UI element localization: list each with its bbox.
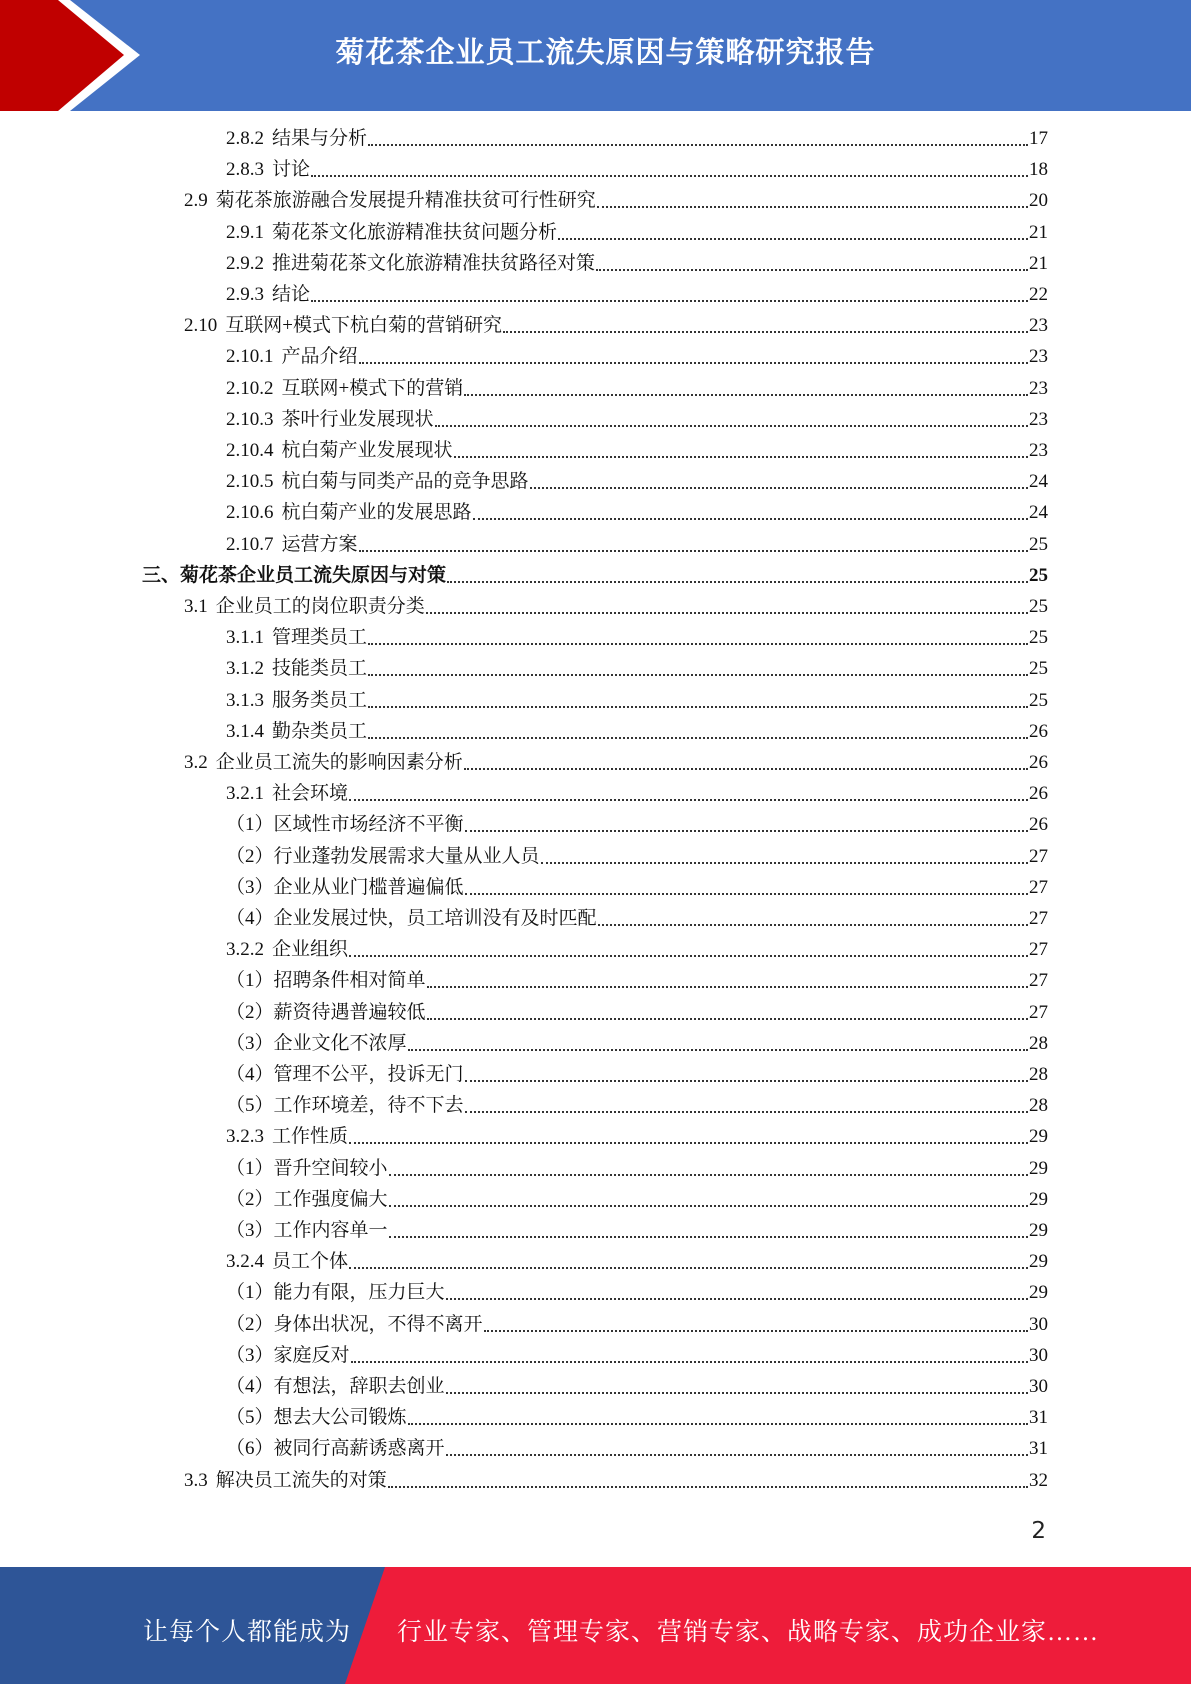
toc-leader-dots xyxy=(408,1423,1028,1425)
toc-entry[interactable] xyxy=(226,1280,1048,1306)
toc-entry[interactable] xyxy=(226,812,1048,838)
toc-entry-label xyxy=(226,1343,350,1369)
toc-leader-dots xyxy=(541,862,1028,864)
toc-entry-text: （5）工作环境差，待不下去 xyxy=(226,1095,464,1117)
toc-entry-page: 32 xyxy=(1029,1469,1048,1491)
toc-entry-page: 23 xyxy=(1029,408,1048,430)
toc-entry-label xyxy=(226,157,310,183)
toc-entry-label xyxy=(226,251,595,277)
toc-entry-page: 25 xyxy=(1029,658,1048,680)
toc-entry-text: 互联网+模式下杭白菊的营销研究 xyxy=(225,315,502,337)
toc-entry-label xyxy=(184,750,463,776)
toc-entry[interactable] xyxy=(226,251,1048,277)
toc-entry-label xyxy=(226,906,597,932)
toc-entry[interactable] xyxy=(184,313,1048,339)
toc-entry-text: （1）招聘条件相对简单 xyxy=(226,970,426,992)
toc-entry-text: 三、菊花茶企业员工流失原因与对策 xyxy=(142,564,447,586)
toc-entry-text: 运营方案 xyxy=(281,533,358,555)
page-number: 2 xyxy=(1031,1518,1046,1544)
toc-entry[interactable] xyxy=(226,625,1048,651)
toc-entry[interactable] xyxy=(226,1187,1048,1213)
toc-entry[interactable] xyxy=(226,220,1048,246)
toc-entry-label xyxy=(226,844,540,870)
toc-entry-page: 29 xyxy=(1029,1126,1048,1148)
toc-leader-dots xyxy=(389,1236,1028,1238)
toc-leader-dots xyxy=(349,1267,1028,1269)
toc-entry-label xyxy=(226,1249,348,1275)
toc-entry[interactable] xyxy=(226,1062,1048,1088)
toc-entry-page: 24 xyxy=(1029,502,1048,524)
toc-entry-text: 企业员工的岗位职责分类 xyxy=(215,596,425,617)
toc-entry-number: 2.9.1 xyxy=(226,221,264,243)
page-footer xyxy=(0,1567,1191,1684)
toc-entry-page: 17 xyxy=(1029,128,1048,149)
toc-entry-page: 26 xyxy=(1029,814,1048,836)
toc-leader-dots xyxy=(351,1361,1028,1363)
toc-entry-number: 2.10.4 xyxy=(226,440,274,461)
toc-entry-text: 杭白菊与同类产品的竞争思路 xyxy=(281,471,529,493)
toc-leader-dots xyxy=(465,893,1028,895)
toc-entry-number: 3.1.1 xyxy=(226,627,264,649)
toc-entry-number: 3.1 xyxy=(184,596,208,617)
toc-entry-number: 2.10 xyxy=(184,315,218,337)
toc-entry[interactable] xyxy=(226,1031,1048,1057)
toc-entry[interactable] xyxy=(226,1000,1048,1026)
toc-entry-page: 29 xyxy=(1029,1188,1048,1210)
toc-leader-dots xyxy=(427,1018,1028,1020)
toc-entry-page: 29 xyxy=(1029,1157,1048,1179)
toc-entry[interactable] xyxy=(226,875,1048,901)
toc-entry[interactable] xyxy=(226,719,1048,745)
toc-entry[interactable] xyxy=(226,469,1048,495)
toc-entry-label xyxy=(226,1124,348,1150)
toc-entry-text: （2）身体出状况，不得不离开 xyxy=(226,1313,483,1335)
toc-entry-text: （2）薪资待遇普遍较低 xyxy=(226,1001,426,1023)
toc-entry-text: 茶叶行业发展现状 xyxy=(281,408,434,430)
toc-entry-page: 27 xyxy=(1029,908,1048,929)
toc-entry[interactable] xyxy=(226,376,1048,402)
toc-leader-dots xyxy=(446,1454,1028,1456)
toc-entry-number: 3.1.4 xyxy=(226,720,264,742)
toc-entry-label xyxy=(184,313,502,339)
toc-entry-label xyxy=(226,469,529,495)
toc-leader-dots xyxy=(530,487,1028,489)
toc-leader-dots xyxy=(427,986,1028,988)
toc-entry[interactable] xyxy=(226,126,1048,152)
toc-leader-dots xyxy=(368,706,1028,708)
toc-entry-page: 27 xyxy=(1029,970,1048,992)
toc-leader-dots xyxy=(446,1392,1028,1394)
toc-entry[interactable] xyxy=(226,500,1048,526)
toc-entry-page: 23 xyxy=(1029,346,1048,368)
toc-entry-page: 27 xyxy=(1029,876,1048,898)
toc-entry-text: （2）工作强度偏大 xyxy=(226,1188,388,1210)
toc-entry-label xyxy=(226,126,367,152)
toc-leader-dots xyxy=(465,830,1028,832)
toc-entry-label xyxy=(226,1062,464,1088)
toc-leader-dots xyxy=(558,238,1028,240)
toc-leader-dots xyxy=(435,425,1028,427)
toc-entry-text: 企业员工流失的影响因素分析 xyxy=(215,752,463,773)
toc-entry[interactable] xyxy=(226,1343,1048,1369)
toc-entry-label xyxy=(226,625,367,651)
toc-entry-page: 23 xyxy=(1029,377,1048,399)
toc-entry[interactable] xyxy=(226,1405,1048,1431)
toc-entry-text: （3）企业文化不浓厚 xyxy=(226,1032,407,1054)
toc-entry-label xyxy=(226,812,464,838)
toc-entry[interactable] xyxy=(226,844,1048,870)
toc-entry-text: （1）晋升空间较小 xyxy=(226,1157,388,1179)
toc-leader-dots xyxy=(473,518,1028,520)
toc-entry-page: 25 xyxy=(1029,689,1048,711)
toc-leader-dots xyxy=(368,674,1028,676)
toc-entry-label xyxy=(226,1031,407,1057)
toc-entry-label xyxy=(184,188,596,214)
footer-slogan-left: 让每个人都能成为 xyxy=(143,1619,352,1646)
toc-entry-text: 推进菊花茶文化旅游精准扶贫路径对策 xyxy=(272,252,596,274)
toc-entry-label xyxy=(226,875,464,901)
toc-entry-text: 杭白菊产业的发展思路 xyxy=(281,502,472,524)
toc-entry-text: 技能类员工 xyxy=(272,658,368,680)
toc-entry-number: 2.8.2 xyxy=(226,128,264,149)
toc-leader-dots xyxy=(368,737,1028,739)
toc-entry-number: 2.10.1 xyxy=(226,346,274,368)
toc-entry-number: 2.9 xyxy=(184,190,208,212)
toc-entry-text: 工作性质 xyxy=(272,1126,349,1148)
toc-entry-text: 菊花茶文化旅游精准扶贫问题分析 xyxy=(272,221,558,243)
toc-entry-page: 30 xyxy=(1029,1376,1048,1397)
toc-entry-text: 讨论 xyxy=(272,159,311,181)
toc-leader-dots xyxy=(598,924,1028,926)
toc-entry-number: 2.10.7 xyxy=(226,533,274,555)
toc-leader-dots xyxy=(349,799,1028,801)
toc-entry-label xyxy=(226,688,367,714)
toc-entry-label xyxy=(226,1156,388,1182)
toc-entry-text: 杭白菊产业发展现状 xyxy=(281,440,453,461)
toc-entry-label xyxy=(226,407,434,433)
toc-entry[interactable] xyxy=(226,438,1048,464)
toc-entry-page: 26 xyxy=(1029,720,1048,742)
toc-entry-label xyxy=(226,656,367,682)
toc-entry-text: 产品介绍 xyxy=(281,346,358,368)
toc-entry-label xyxy=(184,1468,387,1494)
toc-entry-page: 18 xyxy=(1029,159,1048,181)
toc-entry-label xyxy=(226,1280,445,1306)
toc-entry-label xyxy=(226,1093,464,1119)
toc-entry[interactable] xyxy=(226,1124,1048,1150)
toc-leader-dots xyxy=(597,206,1028,208)
toc-entry-page: 26 xyxy=(1029,752,1048,773)
toc-entry[interactable] xyxy=(226,968,1048,994)
toc-entry-number: 3.1.3 xyxy=(226,689,264,711)
toc-entry-number: 2.9.3 xyxy=(226,284,264,305)
toc-entry-page: 30 xyxy=(1029,1344,1048,1366)
toc-entry-text: 管理类员工 xyxy=(272,627,368,649)
toc-entry[interactable] xyxy=(226,1093,1048,1119)
toc-leader-dots xyxy=(389,1174,1028,1176)
toc-entry-page: 29 xyxy=(1029,1220,1048,1241)
toc-entry-number: 2.8.3 xyxy=(226,159,264,181)
toc-entry-text: 勤杂类员工 xyxy=(272,720,368,742)
toc-entry-page: 20 xyxy=(1029,190,1048,212)
toc-entry-number: 2.10.2 xyxy=(226,377,274,399)
toc-entry-label xyxy=(226,781,348,807)
toc-leader-dots xyxy=(359,550,1028,552)
toc-entry[interactable] xyxy=(226,532,1048,558)
toc-entry-text: （1）能力有限，压力巨大 xyxy=(226,1282,445,1304)
toc-entry[interactable] xyxy=(184,594,1048,620)
page-header xyxy=(0,0,1191,111)
toc-entry-page: 27 xyxy=(1029,1001,1048,1023)
toc-entry[interactable] xyxy=(226,407,1048,433)
toc-entry-label xyxy=(142,563,446,589)
toc-entry-text: （3）企业从业门槛普遍偏低 xyxy=(226,876,464,898)
toc-entry-page: 29 xyxy=(1029,1282,1048,1304)
toc-entry-text: （3）工作内容单一 xyxy=(226,1220,388,1241)
toc-entry[interactable] xyxy=(226,157,1048,183)
toc-entry[interactable] xyxy=(226,1249,1048,1275)
toc-entry[interactable] xyxy=(226,937,1048,963)
toc-entry[interactable] xyxy=(184,188,1048,214)
toc-entry-text: （1）区域性市场经济不平衡 xyxy=(226,814,464,836)
toc-entry-number: 3.2.2 xyxy=(226,939,264,961)
toc-entry[interactable] xyxy=(226,1218,1048,1244)
toc-entry-text: （5）想去大公司锻炼 xyxy=(226,1407,407,1429)
toc-entry-label xyxy=(226,1405,407,1431)
toc-entry-label xyxy=(226,1312,483,1338)
toc-entry-page: 27 xyxy=(1029,939,1048,961)
toc-leader-dots xyxy=(388,1486,1028,1488)
toc-leader-dots xyxy=(368,643,1028,645)
toc-leader-dots xyxy=(349,1142,1028,1144)
toc-entry-label xyxy=(226,1187,388,1213)
toc-entry-page: 28 xyxy=(1029,1032,1048,1054)
toc-entry-page: 30 xyxy=(1029,1313,1048,1335)
toc-entry-page: 31 xyxy=(1029,1438,1048,1460)
toc-entry-text: 解决员工流失的对策 xyxy=(215,1469,387,1491)
toc-entry-page: 25 xyxy=(1029,627,1048,649)
toc-entry-text: 社会环境 xyxy=(272,783,349,805)
toc-entry-label xyxy=(226,937,348,963)
toc-entry-number: 2.10.5 xyxy=(226,471,274,493)
toc-leader-dots xyxy=(454,456,1028,458)
toc-entry-text: （4）有想法，辞职去创业 xyxy=(226,1376,445,1397)
toc-entry-label xyxy=(226,719,367,745)
toc-entry[interactable] xyxy=(226,1312,1048,1338)
toc-leader-dots xyxy=(596,269,1028,271)
toc-entry[interactable] xyxy=(226,282,1048,308)
toc-entry[interactable] xyxy=(226,656,1048,682)
toc-entry[interactable] xyxy=(226,1156,1048,1182)
toc-leader-dots xyxy=(408,1049,1028,1051)
toc-entry[interactable] xyxy=(226,906,1048,932)
toc-leader-dots xyxy=(311,175,1028,177)
toc-entry-page: 25 xyxy=(1029,596,1048,617)
toc-entry-page: 29 xyxy=(1029,1251,1048,1273)
toc-entry[interactable] xyxy=(184,1468,1048,1494)
toc-entry[interactable] xyxy=(226,344,1048,370)
toc-entry-label xyxy=(226,1218,388,1244)
toc-leader-dots xyxy=(464,768,1028,770)
toc-entry-text: 结果与分析 xyxy=(272,128,368,149)
toc-entry-number: 3.1.2 xyxy=(226,658,264,680)
toc-entry-number: 3.2.4 xyxy=(226,1251,264,1273)
toc-entry-label xyxy=(226,1436,445,1462)
toc-leader-dots xyxy=(368,144,1028,146)
toc-entry-page: 25 xyxy=(1029,533,1048,555)
toc-leader-dots xyxy=(503,331,1028,333)
toc-entry-text: （3）家庭反对 xyxy=(226,1344,350,1366)
toc-entry-label xyxy=(226,438,453,464)
toc-leader-dots xyxy=(349,955,1028,957)
toc-entry[interactable] xyxy=(184,750,1048,776)
toc-leader-dots xyxy=(465,1111,1028,1113)
toc-entry-label xyxy=(226,344,358,370)
toc-entry[interactable] xyxy=(226,1436,1048,1462)
toc-leader-dots xyxy=(389,1205,1028,1207)
toc-entry-page: 28 xyxy=(1029,1095,1048,1117)
toc-entry-label xyxy=(226,220,557,246)
toc-entry-text: （4）企业发展过快，员工培训没有及时匹配 xyxy=(226,908,597,929)
toc-entry-number: 2.10.6 xyxy=(226,502,274,524)
toc-entry-label xyxy=(226,282,310,308)
toc-entry-label xyxy=(226,1000,426,1026)
toc-entry-page: 24 xyxy=(1029,471,1048,493)
document-title: 菊花茶企业员工流失原因与策略研究报告 xyxy=(335,35,876,69)
toc-entry-text: 服务类员工 xyxy=(272,689,368,711)
toc-entry-number: 2.10.3 xyxy=(226,408,274,430)
toc-entry-page: 31 xyxy=(1029,1407,1048,1429)
toc-entry-number: 2.9.2 xyxy=(226,252,264,274)
toc-entry-number: 3.3 xyxy=(184,1469,208,1491)
toc-entry-number: 3.2.3 xyxy=(226,1126,264,1148)
toc-entry-text: 菊花茶旅游融合发展提升精准扶贫可行性研究 xyxy=(215,190,596,212)
toc-entry-label xyxy=(226,1374,445,1400)
toc-entry-text: 员工个体 xyxy=(272,1251,349,1273)
toc-entry-page: 21 xyxy=(1029,252,1048,274)
toc-leader-dots xyxy=(464,394,1028,396)
toc-entry-label xyxy=(226,532,358,558)
toc-entry-page: 22 xyxy=(1029,284,1048,305)
toc-entry-page: 25 xyxy=(1029,564,1048,586)
toc-leader-dots xyxy=(484,1330,1028,1332)
toc-leader-dots xyxy=(311,300,1028,302)
toc-entry-label xyxy=(226,376,463,402)
toc-entry-page: 26 xyxy=(1029,783,1048,805)
toc-entry-text: 企业组织 xyxy=(272,939,349,961)
toc-leader-dots xyxy=(426,612,1028,614)
toc-entry-label xyxy=(184,594,425,620)
toc-entry-number: 3.2 xyxy=(184,752,208,773)
toc-entry-label xyxy=(226,500,472,526)
toc-entry-page: 28 xyxy=(1029,1064,1048,1085)
toc-entry[interactable] xyxy=(226,688,1048,714)
toc-entry-page: 23 xyxy=(1029,440,1048,461)
toc-leader-dots xyxy=(465,1080,1028,1082)
toc-entry-text: 结论 xyxy=(272,284,311,305)
toc-entry-label xyxy=(226,968,426,994)
toc-entry-page: 23 xyxy=(1029,315,1048,337)
toc-entry-page: 21 xyxy=(1029,221,1048,243)
toc-entry[interactable] xyxy=(142,563,1048,589)
toc-entry[interactable] xyxy=(226,1374,1048,1400)
toc-entry-text: （4）管理不公平，投诉无门 xyxy=(226,1064,464,1085)
toc-entry-text: 互联网+模式下的营销 xyxy=(281,377,464,399)
toc-leader-dots xyxy=(447,581,1028,583)
footer-slogan-right: 行业专家、管理专家、营销专家、战略专家、成功企业家…… xyxy=(397,1619,1100,1646)
toc-entry-text: （6）被同行高薪诱惑离开 xyxy=(226,1438,445,1460)
toc-entry-text: （2）行业蓬勃发展需求大量从业人员 xyxy=(226,845,540,867)
toc-entry-page: 27 xyxy=(1029,845,1048,867)
toc-leader-dots xyxy=(359,362,1028,364)
toc-entry[interactable] xyxy=(226,781,1048,807)
toc-entry-number: 3.2.1 xyxy=(226,783,264,805)
toc-leader-dots xyxy=(446,1298,1028,1300)
